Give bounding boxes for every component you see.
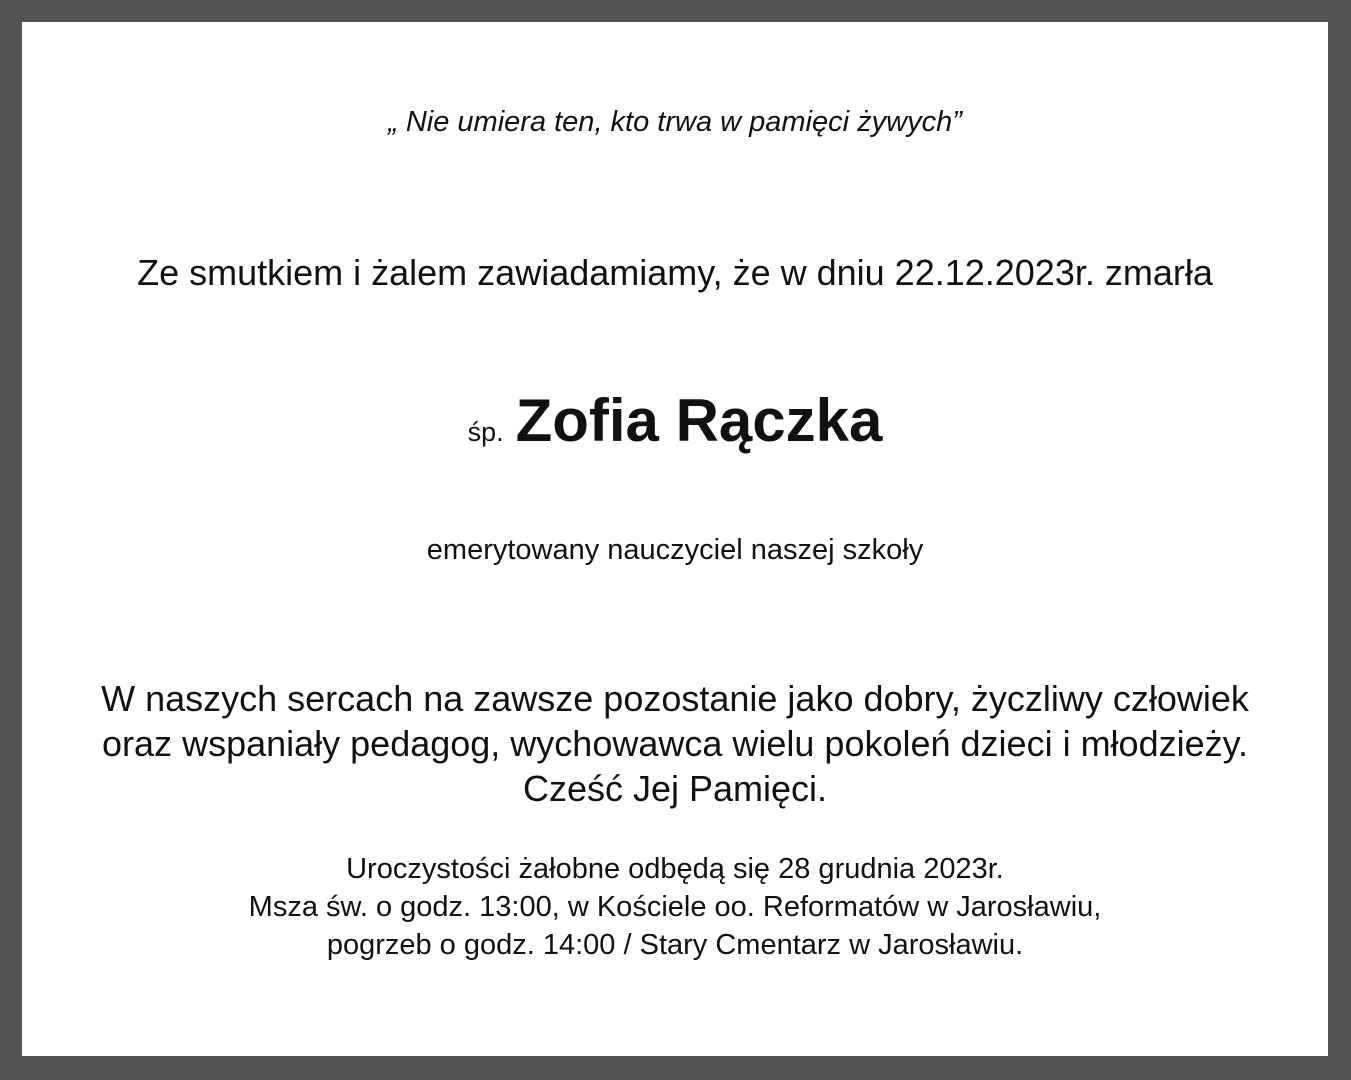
funeral-line: Uroczystości żałobne odbędą się 28 grudnia 2023r. [346,853,1004,885]
tribute-line: oraz wspaniały pedagog, wychowawca wielu pokoleń dzieci i młodzieży. [102,723,1248,764]
funeral-details [22,850,1328,964]
tribute-line: Cześć Jej Pamięci. [522,768,828,809]
tribute-text [22,676,1328,811]
deceased-name-row [22,386,1328,472]
deceased-name: Zofia Rączka [515,387,883,454]
funeral-line: pogrzeb o godz. 14:00 / Stary Cmentarz w Jarosławiu. [326,929,1024,961]
obituary-card [22,22,1328,1056]
name-prefix: śp. [467,417,504,447]
death-announcement: Ze smutkiem i żalem zawiadamiamy, że w dniu 22.12.2023r. zmarła [137,252,1213,293]
deceased-role: emerytowany nauczyciel naszej szkoły [426,534,924,566]
funeral-line: Msza św. o godz. 13:00, w Kościele oo. Reformatów w Jarosławiu, [248,891,1102,923]
memorial-motto: „ Nie umiera ten, kto trwa w pamięci żywych” [388,106,962,138]
tribute-line: W naszych sercach na zawsze pozostanie jako dobry, życzliwy człowiek [101,678,1249,719]
